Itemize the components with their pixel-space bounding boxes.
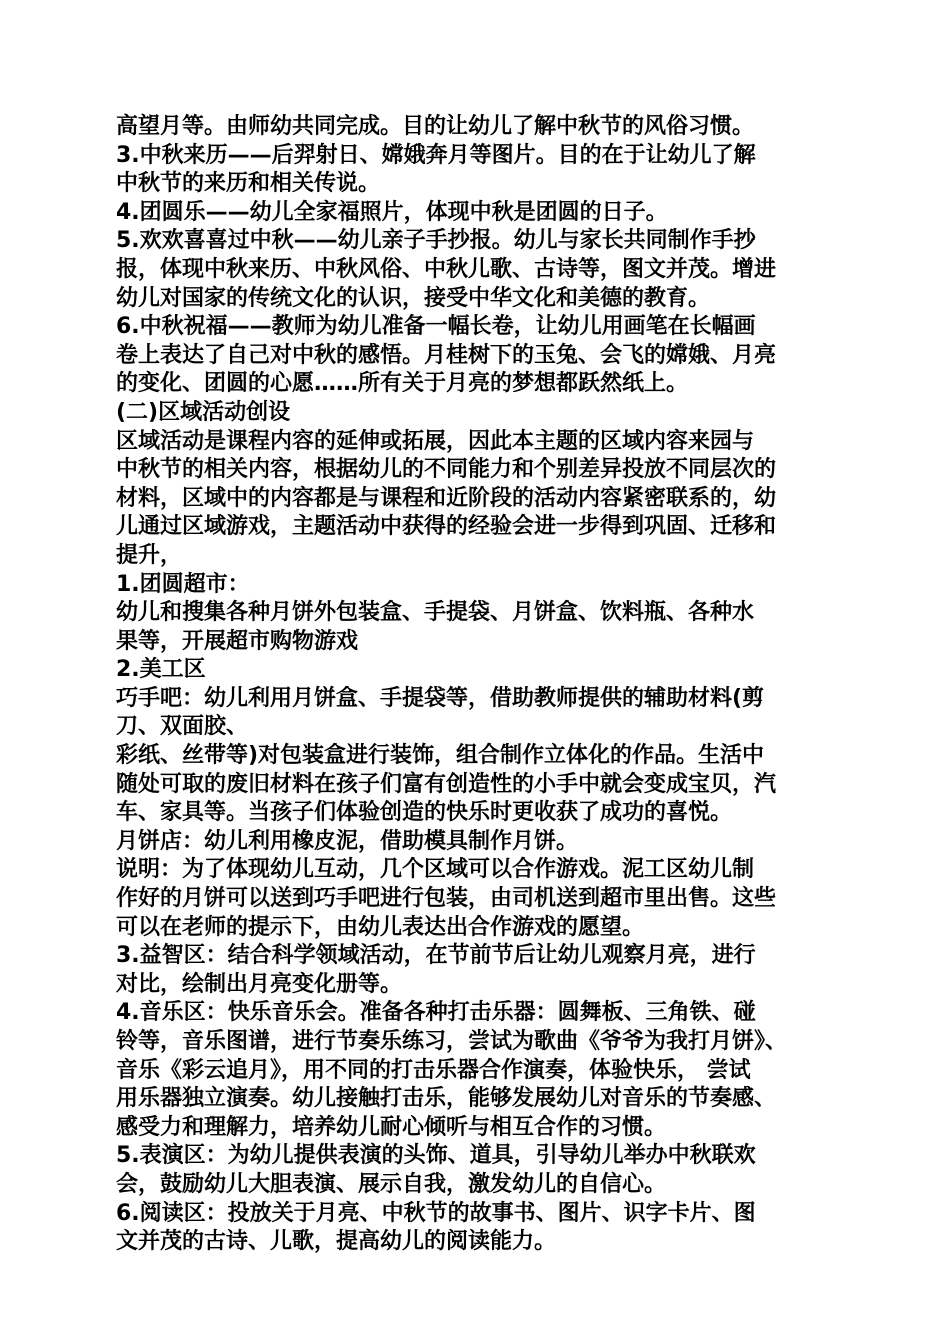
text-line: 幼儿和搜集各种月饼外包装盒、手提袋、月饼盒、饮料瓶、各种水 bbox=[116, 600, 755, 626]
text-line: 作好的月饼可以送到巧手吧进行包装，由司机送到超市里出售。这些 bbox=[116, 886, 777, 912]
text-line: 6.中秋祝福——教师为幼儿准备一幅长卷，让幼儿用画笔在长幅画 bbox=[116, 314, 756, 340]
text-line: 铃等，音乐图谱，进行节奏乐练习，尝试为歌曲《爷爷为我打月饼》、 bbox=[116, 1029, 788, 1054]
text-line: 4.团圆乐——幼儿全家福照片，体现中秋是团圆的日子。 bbox=[116, 199, 668, 225]
text-line: 刀、双面胶、 bbox=[116, 714, 249, 740]
text-line: 果等，开展超市购物游戏 bbox=[116, 628, 359, 654]
text-line: 区域活动是课程内容的延伸或拓展，因此本主题的区域内容来园与 bbox=[116, 428, 755, 454]
text-line: 中秋节的相关内容，根据幼儿的不同能力和个别差异投放不同层次的 bbox=[116, 457, 777, 483]
text-line: 4.音乐区：快乐音乐会。准备各种打击乐器：圆舞板、三角铁、碰 bbox=[116, 1000, 756, 1026]
text-line: 儿通过区域游戏，主题活动中获得的经验会进一步得到巩固、迁移和 bbox=[116, 514, 777, 540]
text-line: 5.表演区：为幼儿提供表演的头饰、道具，引导幼儿举办中秋联欢 bbox=[116, 1143, 756, 1169]
text-line: 幼儿对国家的传统文化的认识，接受中华文化和美德的教育。 bbox=[116, 285, 711, 311]
subsection-heading: 2.美工区 bbox=[116, 657, 206, 683]
text-line: 随处可取的废旧材料在孩子们富有创造性的小手中就会变成宝贝，汽 bbox=[116, 771, 777, 797]
text-line: 5.欢欢喜喜过中秋——幼儿亲子手抄报。幼儿与家长共同制作手抄 bbox=[116, 228, 756, 254]
text-line: 月饼店：幼儿利用橡皮泥，借助模具制作月饼。 bbox=[116, 828, 579, 854]
text-line: 彩纸、丝带等)对包装盒进行装饰，组合制作立体化的作品。生活中 bbox=[116, 743, 765, 769]
text-line: 中秋节的来历和相关传说。 bbox=[116, 171, 381, 197]
text-line: 说明：为了体现幼儿互动，几个区域可以合作游戏。泥工区幼儿制 bbox=[116, 857, 755, 883]
text-line: 车、家具等。当孩子们体验创造的快乐时更收获了成功的喜悦。 bbox=[116, 800, 733, 826]
text-line: 巧手吧：幼儿利用月饼盒、手提袋等，借助教师提供的辅助材料(剪 bbox=[116, 685, 765, 711]
text-line: 6.阅读区：投放关于月亮、中秋节的故事书、图片、识字卡片、图 bbox=[116, 1200, 756, 1226]
text-line: 文并茂的古诗、儿歌，提高幼儿的阅读能力。 bbox=[116, 1229, 557, 1255]
section-heading: (二)区域活动创设 bbox=[116, 399, 291, 425]
text-line: 的变化、团圆的心愿……所有关于月亮的梦想都跃然纸上。 bbox=[116, 371, 689, 397]
text-line: 对比，绘制出月亮变化册等。 bbox=[116, 971, 403, 997]
text-line: 3.益智区：结合科学领域活动，在节前节后让幼儿观察月亮，进行 bbox=[116, 943, 756, 969]
document-body bbox=[116, 113, 846, 1257]
text-line: 提升， bbox=[116, 542, 183, 568]
text-line: 可以在老师的提示下，由幼儿表达出合作游戏的愿望。 bbox=[116, 914, 645, 940]
text-line: 报，体现中秋来历、中秋风俗、中秋儿歌、古诗等，图文并茂。增进 bbox=[116, 256, 777, 282]
text-line: 会，鼓励幼儿大胆表演、展示自我，激发幼儿的自信心。 bbox=[116, 1171, 667, 1197]
text-line: 用乐器独立演奏。幼儿接触打击乐，能够发展幼儿对音乐的节奏感、 bbox=[116, 1086, 777, 1112]
text-line: 材料，区域中的内容都是与课程和近阶段的活动内容紧密联系的，幼 bbox=[116, 485, 777, 511]
subsection-heading: 1.团圆超市： bbox=[116, 571, 250, 597]
text-line: 音乐《彩云追月》，用不同的打击乐器合作演奏，体验快乐， 尝试 bbox=[116, 1057, 751, 1083]
text-line: 高望月等。由师幼共同完成。目的让幼儿了解中秋节的风俗习惯。 bbox=[116, 114, 755, 139]
text-line: 感受力和理解力，培养幼儿耐心倾听与相互合作的习惯。 bbox=[116, 1114, 667, 1140]
text-line: 卷上表达了自己对中秋的感悟。月桂树下的玉兔、会飞的嫦娥、月亮 bbox=[116, 342, 777, 368]
text-line: 3.中秋来历——后羿射日、嫦娥奔月等图片。目的在于让幼儿了解 bbox=[116, 142, 756, 168]
